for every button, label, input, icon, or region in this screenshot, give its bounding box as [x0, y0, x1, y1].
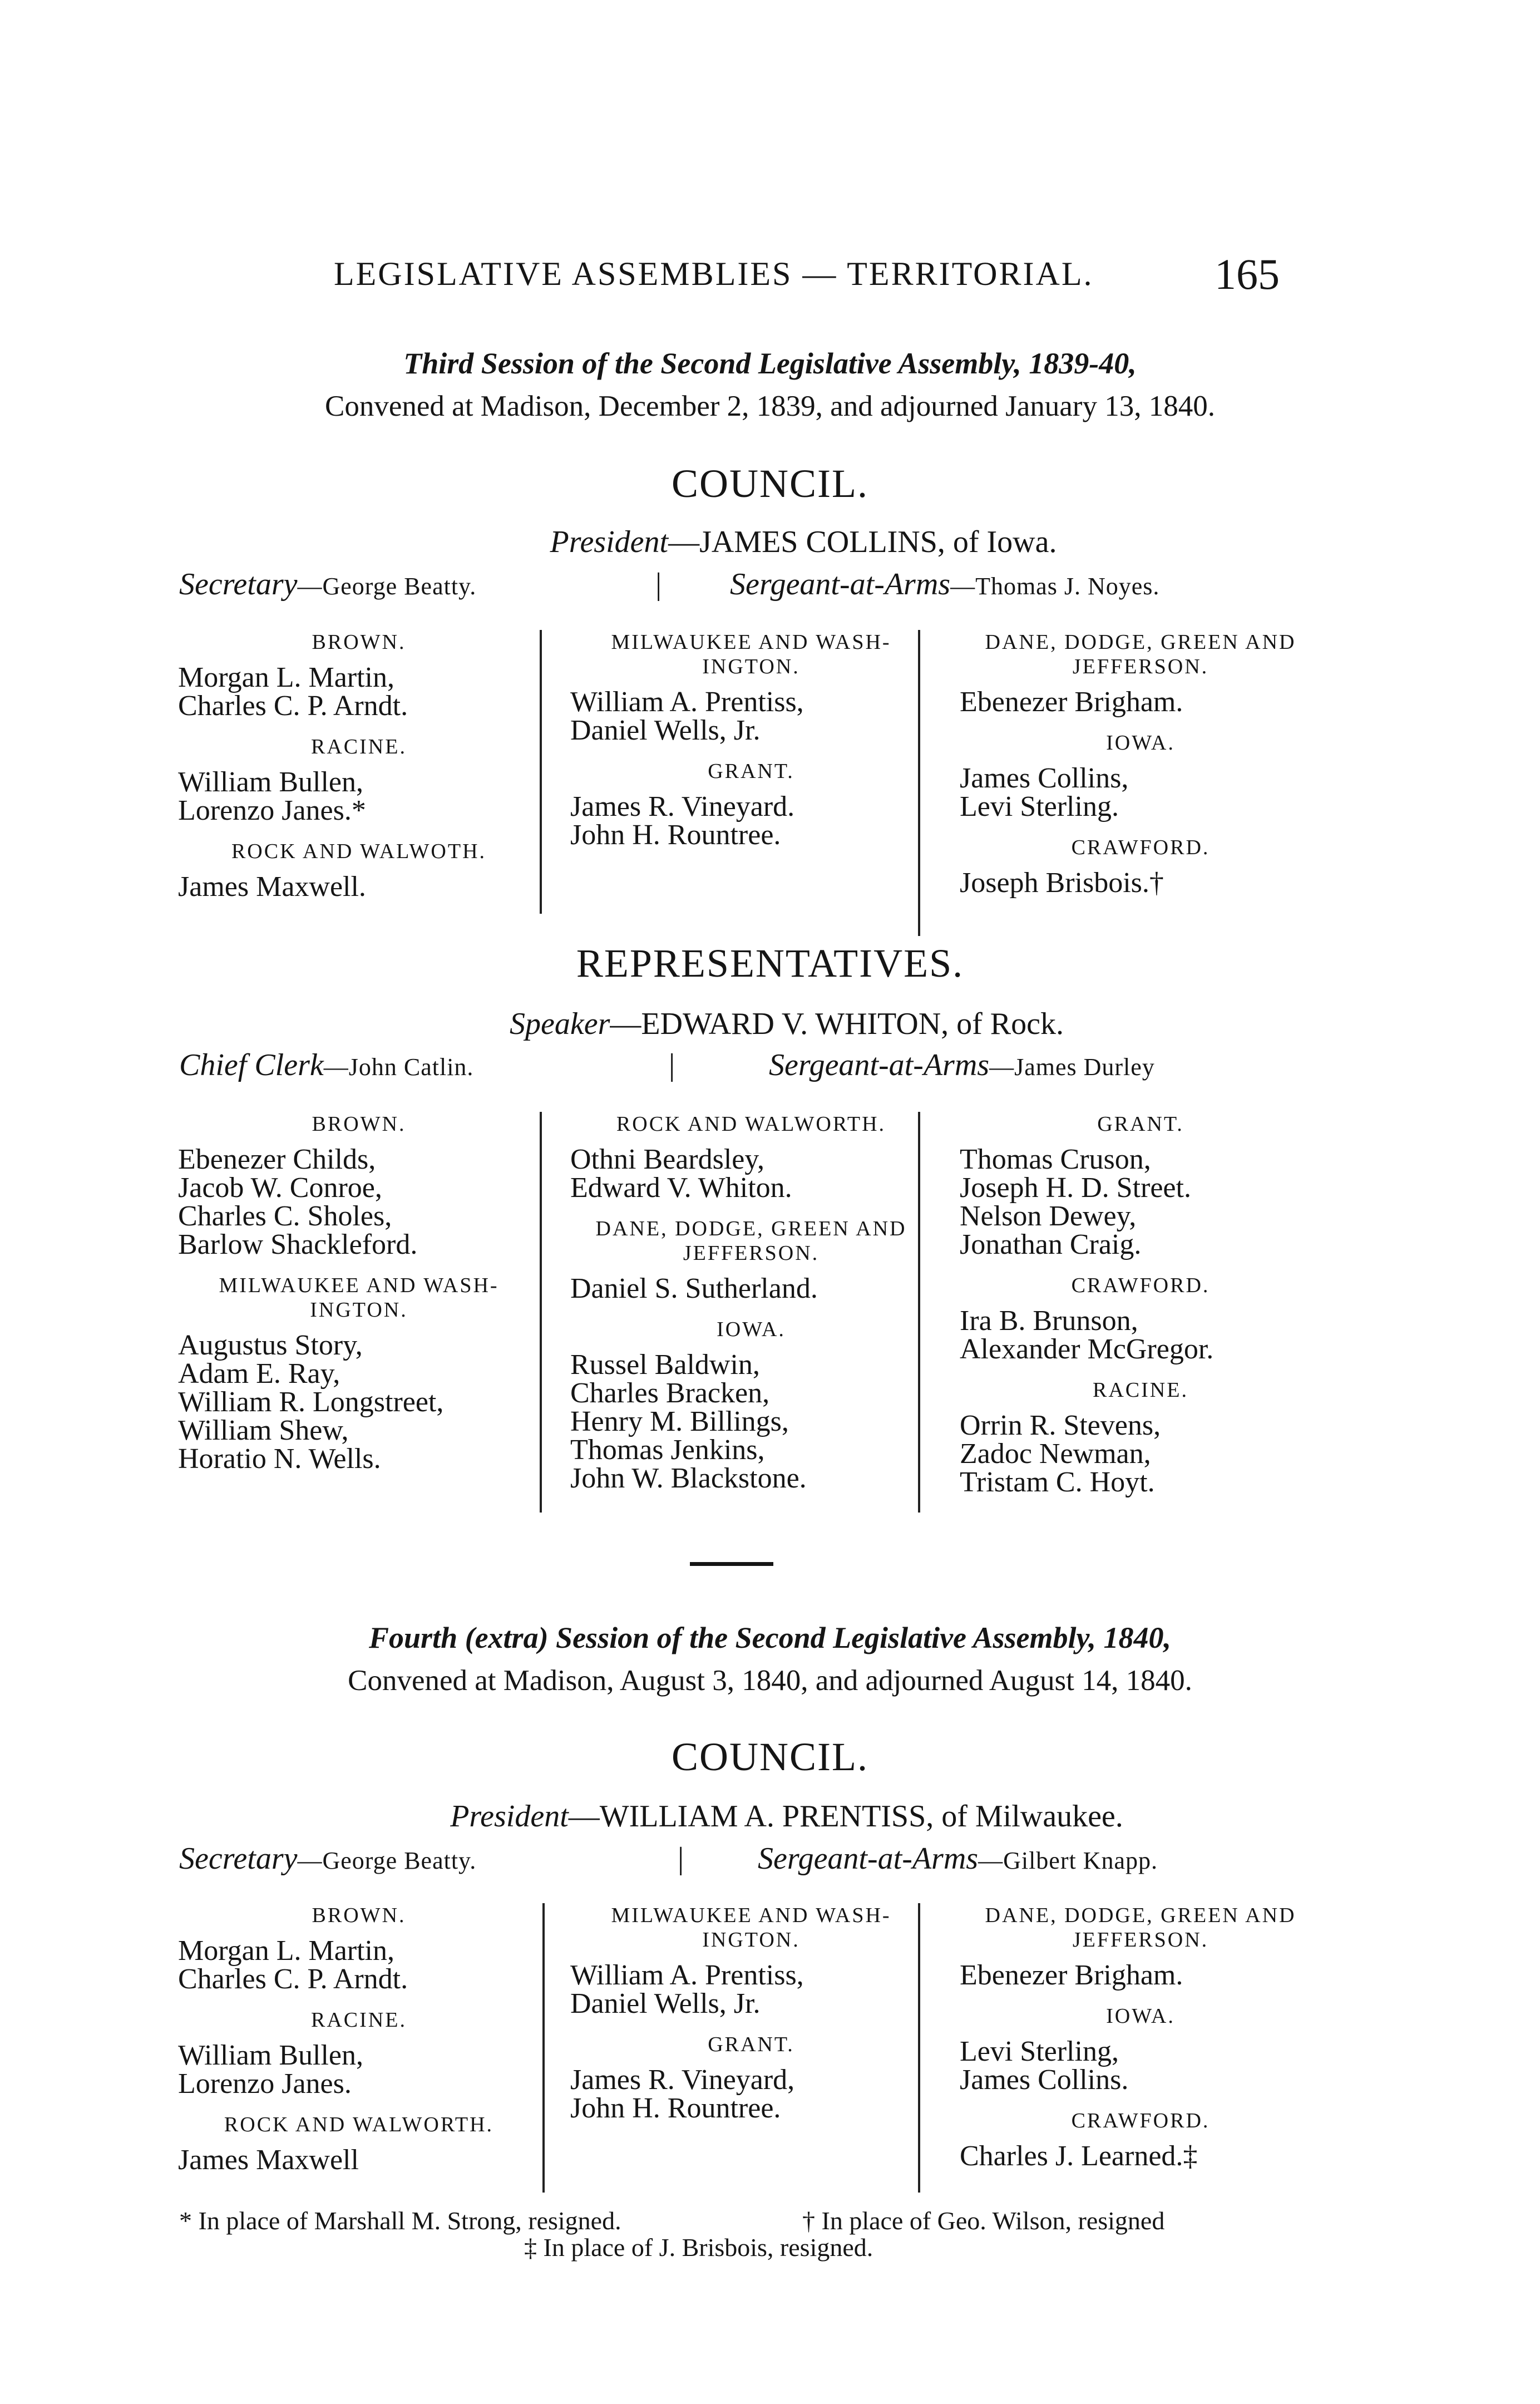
member-name: Edward V. Whiton.	[570, 1172, 792, 1204]
secretary-name: —George Beatty.	[297, 573, 477, 600]
district-group	[178, 1903, 540, 1993]
member-name: William Shew,	[178, 1415, 349, 1446]
district-label: IOWA.	[1106, 2004, 1175, 2028]
district-group	[960, 731, 1321, 821]
speaker-label: Speaker	[510, 1007, 610, 1041]
member-name: Daniel S. Sutherland.	[570, 1273, 818, 1304]
district-label: IOWA.	[717, 1318, 786, 1341]
member-name: Charles Bracken,	[570, 1377, 770, 1409]
member-name: Joseph H. D. Street.	[960, 1172, 1191, 1204]
member-name: Lorenzo Janes.	[178, 2068, 352, 2100]
members-column	[178, 1112, 540, 1487]
district-label: DANE, DODGE, GREEN AND JEFFERSON.	[985, 1904, 1296, 1952]
district-label: MILWAUKEE AND WASH-INGTON.	[611, 1904, 891, 1952]
member-name: Levi Sterling,	[960, 2036, 1119, 2067]
district-label: BROWN.	[312, 1112, 406, 1136]
district-label: ROCK AND WALWORTH.	[224, 2113, 494, 2136]
member-name: Daniel Wells, Jr.	[570, 715, 761, 746]
secretary	[179, 566, 476, 602]
member-name: James Collins,	[960, 762, 1129, 794]
member-name: John W. Blackstone.	[570, 1462, 807, 1494]
sergeant-label: Sergeant-at-Arms	[758, 1841, 979, 1876]
member-name: Charles C. P. Arndt.	[178, 1963, 408, 1995]
district-group	[570, 1317, 932, 1492]
representatives-officers	[179, 1047, 1292, 1086]
members-column	[178, 630, 540, 915]
speaker-name: —EDWARD V. WHITON, of Rock.	[610, 1007, 1064, 1041]
session-title: Third Session of the Second Legislative Assembly, 1839-40,	[403, 347, 1137, 380]
council-heading: COUNCIL.	[672, 461, 868, 506]
running-head: LEGISLATIVE ASSEMBLIES — TERRITORIAL.	[334, 255, 1094, 292]
district-label: GRANT.	[708, 2033, 794, 2056]
council-president	[0, 1799, 1540, 1834]
district-group	[570, 1903, 932, 2018]
district-group	[570, 1112, 932, 1202]
member-name: William A. Prentiss,	[570, 1959, 804, 1991]
district-group	[570, 630, 932, 745]
members-column	[960, 630, 1321, 912]
district-group	[960, 1903, 1321, 1989]
sergeant-at-arms	[769, 1047, 1155, 1083]
members-column	[178, 1903, 540, 2189]
district-label: BROWN.	[312, 630, 406, 654]
member-name: James Collins.	[960, 2064, 1129, 2096]
member-name: Henry M. Billings,	[570, 1406, 789, 1437]
sergeant-at-arms	[758, 1841, 1158, 1876]
district-group	[960, 1273, 1321, 1363]
sergeant-label: Sergeant-at-Arms	[730, 567, 951, 602]
clerk-name: —John Catlin.	[323, 1053, 474, 1081]
member-name: William Bullen,	[178, 2040, 363, 2071]
member-name: Ebenezer Brigham.	[960, 686, 1183, 718]
district-label: BROWN.	[312, 1904, 406, 1927]
district-group	[960, 1378, 1321, 1496]
district-label: ROCK AND WALWORTH.	[616, 1112, 886, 1136]
member-name: Ebenezer Childs,	[178, 1144, 376, 1175]
district-label: CRAWFORD.	[1071, 1274, 1210, 1297]
council-heading: COUNCIL.	[672, 1735, 868, 1779]
secretary-name: —George Beatty.	[297, 1847, 477, 1874]
president-name: —JAMES COLLINS, of Iowa.	[668, 525, 1057, 559]
district-group	[178, 1112, 540, 1259]
district-label: MILWAUKEE AND WASH-INGTON.	[219, 1274, 499, 1322]
district-label: RACINE.	[311, 735, 407, 758]
member-name: Nelson Dewey,	[960, 1200, 1137, 1232]
member-name: James Maxwell.	[178, 871, 366, 903]
members-column	[570, 1903, 932, 2137]
member-name: Thomas Cruson,	[960, 1144, 1151, 1175]
page-number: 165	[1215, 250, 1280, 298]
session-title: Fourth (extra) Session of the Second Legislative Assembly, 1840,	[369, 1621, 1171, 1654]
member-name: Charles C. Sholes,	[178, 1200, 392, 1232]
member-name: William Bullen,	[178, 766, 363, 798]
column-rule	[540, 1112, 542, 1513]
district-label: ROCK AND WALWOTH.	[231, 840, 487, 863]
representatives-heading: REPRESENTATIVES.	[576, 941, 964, 986]
footnote: † In place of Geo. Wilson, resigned	[802, 2206, 1165, 2235]
member-name: Russel Baldwin,	[570, 1349, 760, 1381]
district-group	[960, 835, 1321, 897]
member-name: William A. Prentiss,	[570, 686, 804, 718]
speaker	[0, 1006, 1540, 1042]
column-rule	[540, 630, 542, 914]
sergeant-label: Sergeant-at-Arms	[769, 1048, 990, 1082]
secretary-label: Secretary	[179, 1841, 298, 1876]
representatives-members-table	[178, 1112, 1291, 1535]
officer-separator: |	[678, 1841, 684, 1876]
district-label: IOWA.	[1106, 731, 1175, 755]
member-name: Morgan L. Martin,	[178, 662, 394, 693]
member-name: Alexander McGregor.	[960, 1333, 1214, 1365]
district-group	[178, 2008, 540, 2098]
member-name: William R. Longstreet,	[178, 1386, 444, 1418]
secretary-label: Secretary	[179, 567, 298, 602]
member-name: Jacob W. Conroe,	[178, 1172, 382, 1204]
member-name: Othni Beardsley,	[570, 1144, 764, 1175]
member-name: Zadoc Newman,	[960, 1438, 1151, 1470]
district-label: MILWAUKEE AND WASH-INGTON.	[611, 630, 891, 678]
section-divider	[690, 1562, 773, 1566]
clerk-label: Chief Clerk	[179, 1048, 324, 1082]
district-group	[960, 1112, 1321, 1259]
members-column	[960, 1112, 1321, 1511]
district-label: DANE, DODGE, GREEN AND JEFFERSON.	[985, 630, 1296, 678]
district-label: GRANT.	[1097, 1112, 1184, 1136]
district-group	[960, 630, 1321, 716]
footnote: * In place of Marshall M. Strong, resigned.	[179, 2206, 621, 2235]
president-label: President	[550, 525, 669, 559]
district-label: CRAWFORD.	[1071, 2109, 1210, 2132]
member-name: Ebenezer Brigham.	[960, 1959, 1183, 1991]
officer-separator: |	[655, 567, 662, 602]
member-name: James Maxwell	[178, 2144, 359, 2176]
member-name: Tristam C. Hoyt.	[960, 1466, 1155, 1498]
members-column	[960, 1903, 1321, 2185]
district-group	[178, 839, 540, 901]
member-name: John H. Rountree.	[570, 819, 781, 851]
member-name: John H. Rountree.	[570, 2092, 781, 2124]
district-group	[960, 2004, 1321, 2094]
sergeant-at-arms	[730, 566, 1159, 602]
session-convened: Convened at Madison, December 2, 1839, and adjourned January 13, 1840.	[325, 390, 1215, 422]
member-name: James R. Vineyard,	[570, 2064, 795, 2096]
district-group	[178, 2112, 540, 2174]
district-group	[178, 735, 540, 825]
member-name: Joseph Brisbois.†	[960, 867, 1164, 899]
secretary	[179, 1841, 476, 1876]
member-name: Charles C. P. Arndt.	[178, 690, 408, 722]
member-name: Orrin R. Stevens,	[960, 1410, 1161, 1441]
president-name: —WILLIAM A. PRENTISS, of Milwaukee.	[568, 1799, 1123, 1834]
footnote: ‡ In place of J. Brisbois, resigned.	[524, 2233, 873, 2262]
member-name: Ira B. Brunson,	[960, 1305, 1138, 1337]
district-label: RACINE.	[311, 2008, 407, 2032]
sergeant-name: —Gilbert Knapp.	[978, 1847, 1158, 1874]
member-name: Barlow Shackleford.	[178, 1229, 418, 1260]
members-column	[570, 1112, 932, 1507]
member-name: James R. Vineyard.	[570, 791, 795, 822]
member-name: Jonathan Craig.	[960, 1229, 1142, 1260]
member-name: Morgan L. Martin,	[178, 1935, 394, 1967]
chief-clerk	[179, 1047, 473, 1083]
sergeant-name: —James Durley	[989, 1053, 1155, 1081]
member-name: Lorenzo Janes.*	[178, 795, 366, 826]
district-group	[960, 2109, 1321, 2170]
district-label: GRANT.	[708, 760, 794, 783]
district-label: RACINE.	[1093, 1378, 1188, 1402]
member-name: Adam E. Ray,	[178, 1358, 340, 1390]
district-label: CRAWFORD.	[1071, 836, 1210, 859]
district-group	[570, 759, 932, 849]
district-label: DANE, DODGE, GREEN AND JEFFERSON.	[595, 1217, 907, 1265]
member-name: Augustus Story,	[178, 1329, 363, 1361]
council-president	[0, 524, 1540, 560]
council-members-table	[178, 630, 1296, 930]
member-name: Charles J. Learned.‡	[960, 2140, 1198, 2172]
sergeant-name: —Thomas J. Noyes.	[950, 573, 1160, 600]
member-name: Daniel Wells, Jr.	[570, 1988, 761, 2019]
council-members-table	[178, 1903, 1296, 2204]
column-rule	[542, 1903, 545, 2193]
members-column	[570, 630, 932, 864]
district-group	[570, 2032, 932, 2122]
district-group	[178, 630, 540, 720]
member-name: Thomas Jenkins,	[570, 1434, 765, 1466]
council-officers	[179, 1841, 1292, 1880]
district-group	[178, 1273, 540, 1473]
district-group	[570, 1216, 932, 1303]
member-name: Horatio N. Wells.	[178, 1443, 381, 1475]
member-name: Levi Sterling.	[960, 791, 1119, 822]
page-header	[334, 250, 1280, 299]
president-label: President	[450, 1799, 569, 1834]
session-convened: Convened at Madison, August 3, 1840, and adjourned August 14, 1840.	[348, 1664, 1192, 1697]
council-officers	[179, 566, 1292, 605]
officer-separator: |	[669, 1048, 675, 1082]
